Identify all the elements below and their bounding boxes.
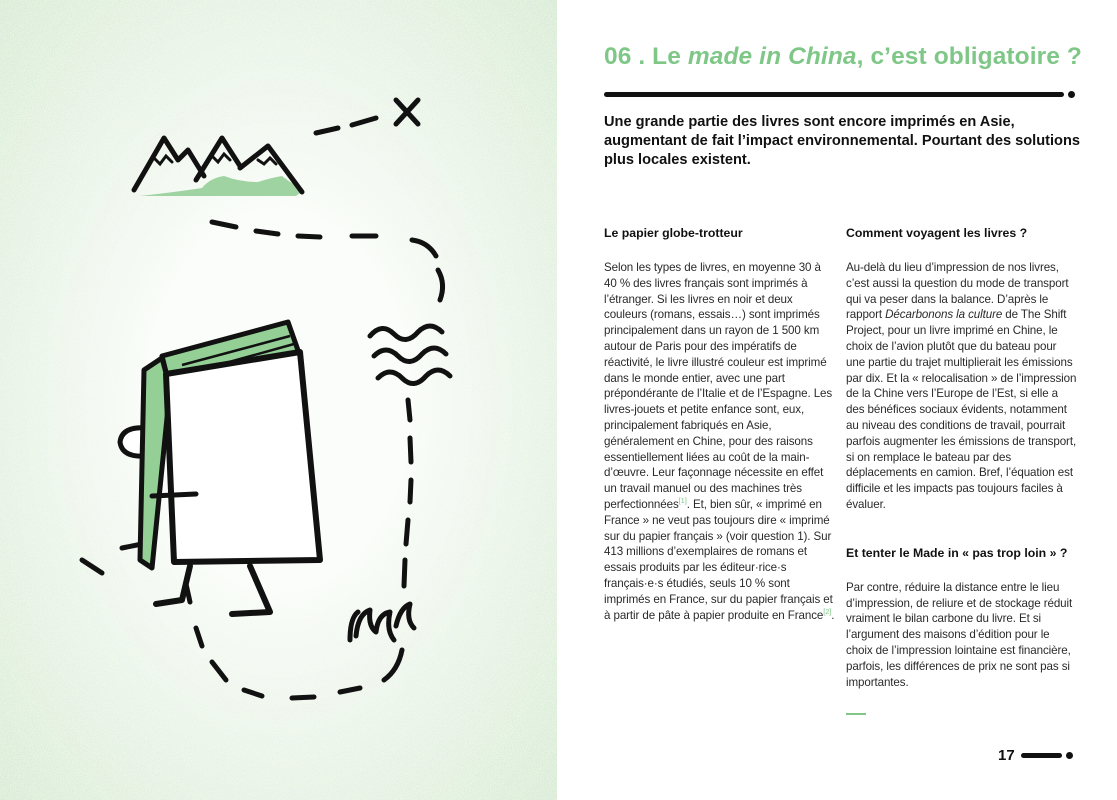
section-title <box>604 43 1082 71</box>
report-title: Décarbonons la culture <box>885 308 1003 322</box>
right-body-1-part-b: de The Shift Project, pour un livre imprimé en Chine, le choix de l’avion plutôt que du bateau pour une partie du trajet multiplierait les émissions par dix. Et la « relocalisation » de l’impression de la Chine vers l’Europe de l’Est, si elle a des bénéfices sociaux évidents, notamment au niveau des conditions de travail, pourrait parfois augmenter les émissions de transport, si on remplace le bateau par des déplacements en camion. Bref, l’équation est difficile et les impacts pas toujours faciles à évaluer. <box>846 308 1077 511</box>
right-column-heading-1: Comment voyagent les livres ? <box>846 226 1028 240</box>
left-body-part-1: Selon les types de livres, en moyenne 30 à 40 % des livres français sont imprimés à l’étranger. Si les livres en noir et deux couleurs (romans, essais…) sont imprimés principalement dans un rayon de 1 500 km autour de Paris pour des impératifs de réactivité, le livre illustré couleur est imprimé dans le monde entier, avec une part prépondérante de l’Italie et de l’Espagne. Les livres-jouets et petite enfance sont, eux, principalement fabriqués en Asie, généralement en Chine, pour des raisons essentiellement liées au coût de la main-d’œuvre. Leur façonnage nécessite en effet un travail manuel ou des machines très perfectionnées <box>604 261 833 511</box>
page-number: 17 <box>998 747 1015 764</box>
page-number-dot <box>1066 752 1073 759</box>
left-column-heading: Le papier globe-trotteur <box>604 226 743 240</box>
left-body-part-3: . <box>831 608 835 622</box>
accent-underline <box>846 713 866 715</box>
left-body-part-2: . Et, bien sûr, « imprimé en France » ne veut pas toujours dire « imprimé sur du papier français » (voir question 1). Sur 413 millions d’exemplaires de romans et essais produits par les éditeur·rice·s français·e·s étudiés, seuls 10 % sont imprimés en France, sur du papier français et à partir de pâte à papier produite en France <box>604 497 833 622</box>
left-column <box>604 225 836 623</box>
page-number-rule <box>1021 753 1062 758</box>
right-column-body-2: Par contre, réduire la distance entre le lieu d’impression, de reliure et de stockage réduit vraiment le bilan carbone du livre. Et si l’argument des maisons d’édition pour le choix de l’impression lointaine est financière, parfois, les différences de prix ne sont pas si importantes. <box>846 580 1073 689</box>
title-rule <box>604 92 1064 97</box>
title-prefix: . Le <box>631 43 688 70</box>
illustration-panel <box>0 0 557 800</box>
footnote-ref-1[interactable]: [1] <box>678 496 687 506</box>
right-column-heading-2: Et tenter le Made in « pas trop loin » ? <box>846 545 1068 560</box>
footnote-ref-2[interactable]: [2] <box>823 606 832 616</box>
right-column-body-1 <box>846 260 1078 513</box>
left-column-body <box>604 260 836 623</box>
title-rule-dot <box>1068 91 1075 98</box>
title-emphasis: made in China <box>687 43 857 70</box>
intro-paragraph: Une grande partie des livres sont encore imprimés en Asie, augmentant de fait l’impact environnemental. Pourtant des solutions plus locales existent. <box>604 114 1080 168</box>
title-suffix: , c’est obligatoire ? <box>856 43 1082 70</box>
text-page <box>557 0 1117 800</box>
right-column <box>846 225 1078 690</box>
section-number: 06 <box>604 43 632 70</box>
right-body-1-part-a: Au-delà du lieu d’impression de nos livres, c’est aussi la question du mode de transport qui va peser dans la balance. D’après le rapport <box>846 261 1069 322</box>
